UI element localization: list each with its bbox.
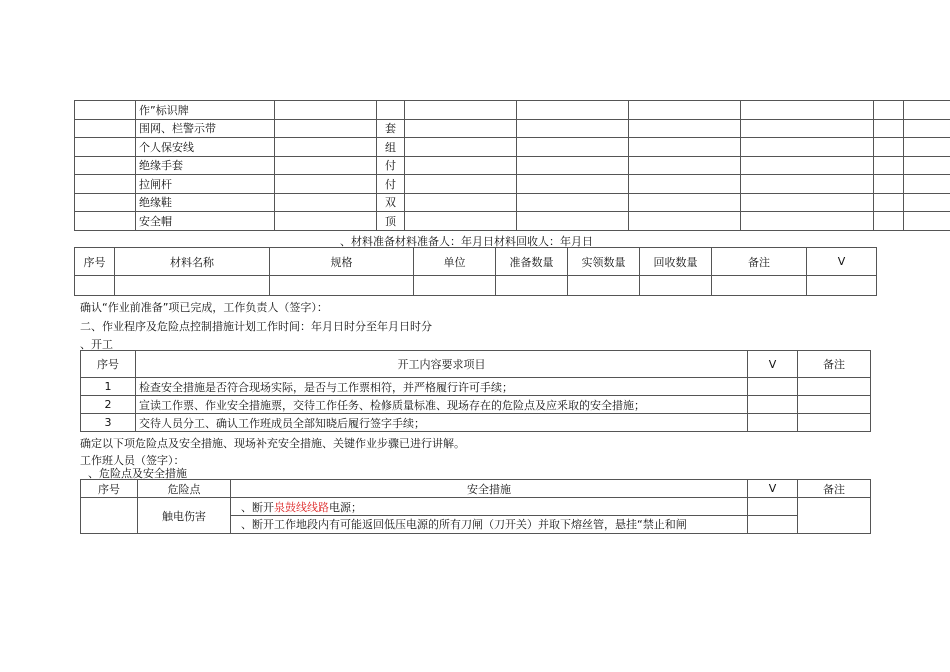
tool-cell xyxy=(517,138,629,157)
tool-cell xyxy=(517,101,629,120)
tool-name: 绝缘手套 xyxy=(136,156,275,175)
tool-name: 安全帽 xyxy=(136,212,275,231)
risk-table xyxy=(80,479,871,534)
tool-unit xyxy=(377,101,405,120)
tool-cell xyxy=(275,156,377,175)
risk-header-hazard: 危险点 xyxy=(138,480,231,498)
material-table xyxy=(74,247,877,296)
tool-cell xyxy=(741,138,874,157)
start-row-remark xyxy=(798,396,871,414)
tool-cell xyxy=(517,212,629,231)
material-header: 实领数量 xyxy=(568,248,640,276)
measure2-text: 、断开工作地段内有可能返回低压电源的所有刀闸（刀开关）并取下熔丝管，悬挂“禁止和闸 xyxy=(241,518,687,531)
tool-cell xyxy=(741,119,874,138)
tool-cell xyxy=(75,193,136,212)
tool-cell xyxy=(904,138,950,157)
tools-table xyxy=(74,100,950,231)
risk-header-remark: 备注 xyxy=(798,480,871,498)
tool-cell xyxy=(517,175,629,194)
risk-header-measure: 安全措施 xyxy=(231,480,748,498)
tool-cell xyxy=(275,101,377,120)
risk-check-2 xyxy=(748,516,798,534)
material-header: V xyxy=(807,248,877,276)
crew-sign-text: 工作班人员（签字）： xyxy=(80,454,185,467)
tool-cell xyxy=(629,101,741,120)
tool-cell xyxy=(75,101,136,120)
tool-name: 围网、栏警示带 xyxy=(136,119,275,138)
tool-name: 绝缘鞋 xyxy=(136,193,275,212)
risk-remark-cell xyxy=(798,498,871,534)
confirm-text: 确认“作业前准备”项已完成，工作负责人（签字）： xyxy=(80,301,328,314)
risk-measure-1 xyxy=(231,498,748,516)
tool-cell xyxy=(75,156,136,175)
material-heading: 、材料准备材料准备人：年月日材料回收人：年月日 xyxy=(340,235,593,248)
tool-cell xyxy=(904,101,950,120)
tool-cell xyxy=(874,138,904,157)
risk-measure-2 xyxy=(231,516,748,534)
risk-check-1 xyxy=(748,498,798,516)
start-heading: 、开工 xyxy=(80,338,113,351)
tool-cell xyxy=(75,175,136,194)
tool-row xyxy=(75,175,950,194)
tool-cell xyxy=(741,175,874,194)
start-row xyxy=(81,396,871,414)
tool-cell xyxy=(904,156,950,175)
tool-cell xyxy=(75,212,136,231)
start-row xyxy=(81,414,871,432)
material-header: 序号 xyxy=(75,248,115,276)
tool-cell xyxy=(629,212,741,231)
measure1-highlight: 泉鼓线线路 xyxy=(274,500,329,514)
tool-cell xyxy=(75,119,136,138)
material-header: 材料名称 xyxy=(115,248,270,276)
start-row-check xyxy=(748,396,798,414)
start-header-content: 开工内容要求项目 xyxy=(136,351,748,378)
tool-cell xyxy=(874,156,904,175)
tool-cell xyxy=(629,138,741,157)
material-header: 备注 xyxy=(712,248,807,276)
start-row-no: 2 xyxy=(81,396,136,414)
start-row-no: 1 xyxy=(81,378,136,396)
tool-unit: 组 xyxy=(377,138,405,157)
risk-hazard-cell: 触电伤害 xyxy=(138,498,231,534)
tool-cell xyxy=(904,175,950,194)
tool-unit: 顶 xyxy=(377,212,405,231)
tool-cell xyxy=(275,212,377,231)
measure1-prefix: 、断开 xyxy=(241,500,274,514)
tool-unit: 双 xyxy=(377,193,405,212)
tool-unit: 套 xyxy=(377,119,405,138)
tool-row xyxy=(75,156,950,175)
tool-cell xyxy=(741,212,874,231)
tool-cell xyxy=(405,156,517,175)
tool-cell xyxy=(275,119,377,138)
start-row-text: 检查安全措施是否符合现场实际，是否与工作票相符，并严格履行许可手续； xyxy=(136,378,748,396)
tool-row xyxy=(75,101,950,120)
tool-name: 作”标识牌 xyxy=(136,101,275,120)
confirm2-text: 确定以下项危险点及安全措施、现场补充安全措施、关键作业步骤已进行讲解。 xyxy=(80,437,465,450)
tool-cell xyxy=(874,175,904,194)
tool-row xyxy=(75,138,950,157)
start-header-remark: 备注 xyxy=(798,351,871,378)
tool-cell xyxy=(405,101,517,120)
tool-row xyxy=(75,193,950,212)
start-header-check: V xyxy=(748,351,798,378)
tool-row xyxy=(75,212,950,231)
tool-unit: 付 xyxy=(377,175,405,194)
risk-no-cell xyxy=(81,498,138,534)
material-empty-row xyxy=(75,276,877,296)
tool-cell xyxy=(629,175,741,194)
tool-cell xyxy=(275,193,377,212)
tool-cell xyxy=(741,193,874,212)
material-header: 规格 xyxy=(270,248,414,276)
tool-cell xyxy=(904,193,950,212)
tool-name: 拉闸杆 xyxy=(136,175,275,194)
tool-cell xyxy=(275,138,377,157)
material-header: 单位 xyxy=(414,248,496,276)
tool-cell xyxy=(405,175,517,194)
start-row xyxy=(81,378,871,396)
tool-cell xyxy=(405,119,517,138)
start-row-remark xyxy=(798,378,871,396)
tool-cell xyxy=(874,193,904,212)
tool-cell xyxy=(629,119,741,138)
start-row-no: 3 xyxy=(81,414,136,432)
start-table xyxy=(80,350,871,432)
tool-cell xyxy=(405,138,517,157)
section2-heading: 二、作业程序及危险点控制措施计划工作时间：年月日时分至年月日时分 xyxy=(80,320,432,333)
start-header-no: 序号 xyxy=(81,351,136,378)
tool-cell xyxy=(275,175,377,194)
tool-cell xyxy=(405,212,517,231)
material-header: 准备数量 xyxy=(496,248,568,276)
tool-unit: 付 xyxy=(377,156,405,175)
measure1-suffix: 电源； xyxy=(329,500,362,514)
tool-row xyxy=(75,119,950,138)
tool-cell xyxy=(874,101,904,120)
tool-cell xyxy=(629,156,741,175)
tool-cell xyxy=(904,119,950,138)
tool-cell xyxy=(874,212,904,231)
tool-cell xyxy=(741,101,874,120)
tool-cell xyxy=(874,119,904,138)
material-header: 回收数量 xyxy=(640,248,712,276)
start-row-remark xyxy=(798,414,871,432)
start-row-check xyxy=(748,414,798,432)
tool-cell xyxy=(629,193,741,212)
start-row-check xyxy=(748,378,798,396)
tool-cell xyxy=(904,212,950,231)
tool-cell xyxy=(741,156,874,175)
tool-cell xyxy=(517,156,629,175)
tool-name: 个人保安线 xyxy=(136,138,275,157)
start-row-text: 宣读工作票、作业安全措施票，交待工作任务、检修质量标准、现场存在的危险点及应釆取的安全措施； xyxy=(136,396,748,414)
tool-cell xyxy=(405,193,517,212)
tool-cell xyxy=(517,193,629,212)
risk-header-no: 序号 xyxy=(81,480,138,498)
risk-heading: 、危险点及安全措施 xyxy=(88,467,187,480)
tool-cell xyxy=(75,138,136,157)
risk-header-check: V xyxy=(748,480,798,498)
tool-cell xyxy=(517,119,629,138)
start-row-text: 交待人员分工、确认工作班成员全部知晓后履行签字手续； xyxy=(136,414,748,432)
